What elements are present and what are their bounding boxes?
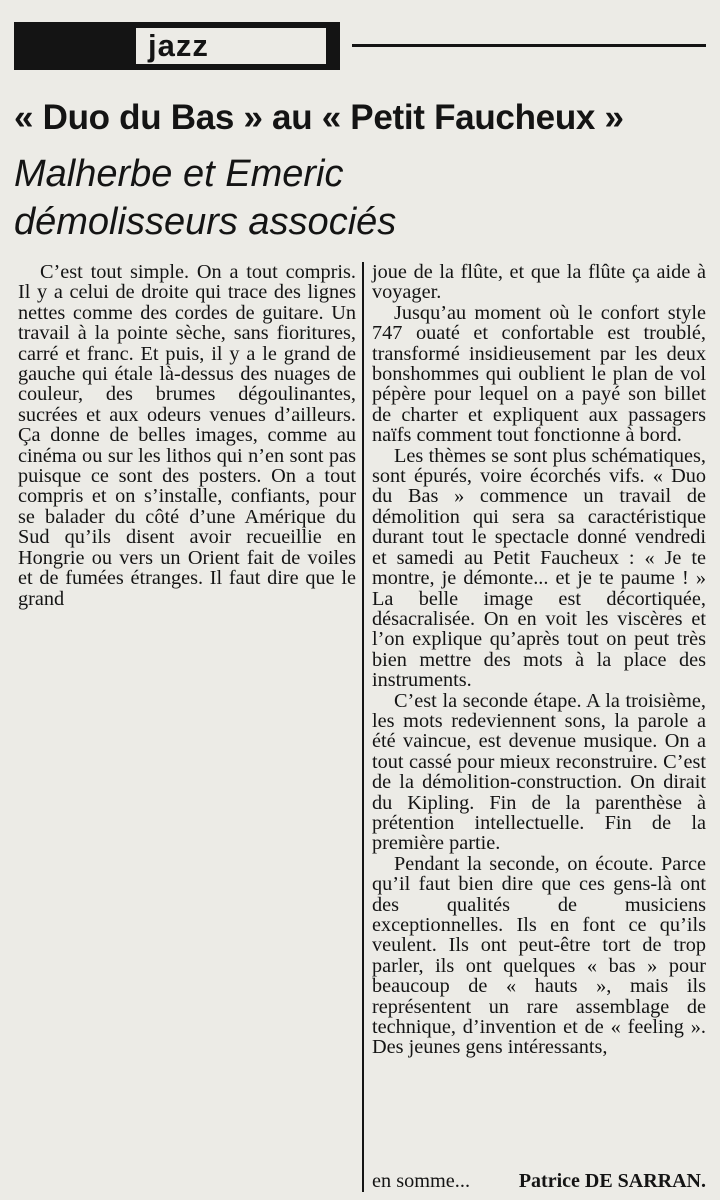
paragraph: Jusqu’au moment où le confort style 747 ouaté et confortable est troublé, transformé insidieusement par les deux bonshommes qui oublient le plan de vol pépère pour lequel on a payé son billet de charter et expliquent aux passagers naïfs comment tout fonctionne à bord. — [372, 301, 706, 447]
subhead-line-2: démolisseurs associés — [14, 201, 397, 243]
kicker-banner-end — [332, 28, 340, 64]
paragraph: Pendant la seconde, on écoute. Parce qu’il faut bien dire que ces gens-là ont des qualités de musiciens exceptionnelles. Ils en font ce qu’ils veulent. Ils ont peut-être tort de trop parler, ils ont quelques « bas » pour beaucoup de « hauts », mais ils représentent un rare assemblage de technique, d’invention et de « feeling ». Des jeunes gens intéressants, — [372, 852, 706, 1059]
column-divider — [362, 262, 364, 1192]
closing-words: en somme... — [372, 1170, 471, 1192]
article-subhead — [14, 150, 706, 246]
article-column-right — [372, 262, 706, 1192]
kicker-rule — [352, 44, 706, 47]
paragraph: C’est tout simple. On a tout compris. Il y a celui de droite qui trace des lignes nettes comme des cordes de guitare. Un travail à la pointe sèche, sans fioritures, carré et franc. Et puis, il y a le grand de gauche qui étale là-dessus des nuages de couleur, des brumes dégoulinantes, sucrées et aux odeurs venues d’ailleurs. Ça donne de belles images, comme au cinéma ou sur les lithos qui n’en sont pas puisque ce sont des posters. On a tout compris et on s’installe, confiants, pour se balader du côté d’une Amérique du Sud qu’ils disent avoir recueillie en Hongrie ou vers un Orient fait de voiles et de fumées étranges. Il faut dire que le grand — [18, 261, 356, 610]
subhead-line-1: Malherbe et Emeric — [14, 153, 344, 195]
byline: Patrice DE SARRAN. — [518, 1170, 706, 1192]
section-kicker — [14, 22, 706, 70]
paragraph: Les thèmes se sont plus schématiques, sont épurés, voire écorchés vifs. « Duo du Bas » commence un travail de démolition qui sera sa caractéristique durant tout le spectacle donné vendredi et samedi au Petit Faucheux : « Je te montre, je démonte... et je te paume ! » La belle image est décortiquée, désacralisée. On en voit les viscères et l’on explique qu’après tout on peut très bien mettre des mots à la place des instruments. — [372, 444, 706, 692]
article-column-left — [18, 262, 356, 642]
paragraph: joue de la flûte, et que la flûte ça aide à voyager. — [372, 261, 706, 304]
paragraph: C’est la seconde étape. A la troisième, les mots redeviennent sons, la parole a été vaincue, est devenue musique. On a tout cassé pour mieux reconstruire. C’est de la démolition-construction. On dirait du Kipling. Fin de la parenthèse à prétention intellectuelle. Fin de la première partie. — [372, 689, 706, 855]
article-headline: « Duo du Bas » au « Petit Faucheux » — [14, 98, 624, 137]
kicker-label: jazz — [136, 28, 326, 64]
